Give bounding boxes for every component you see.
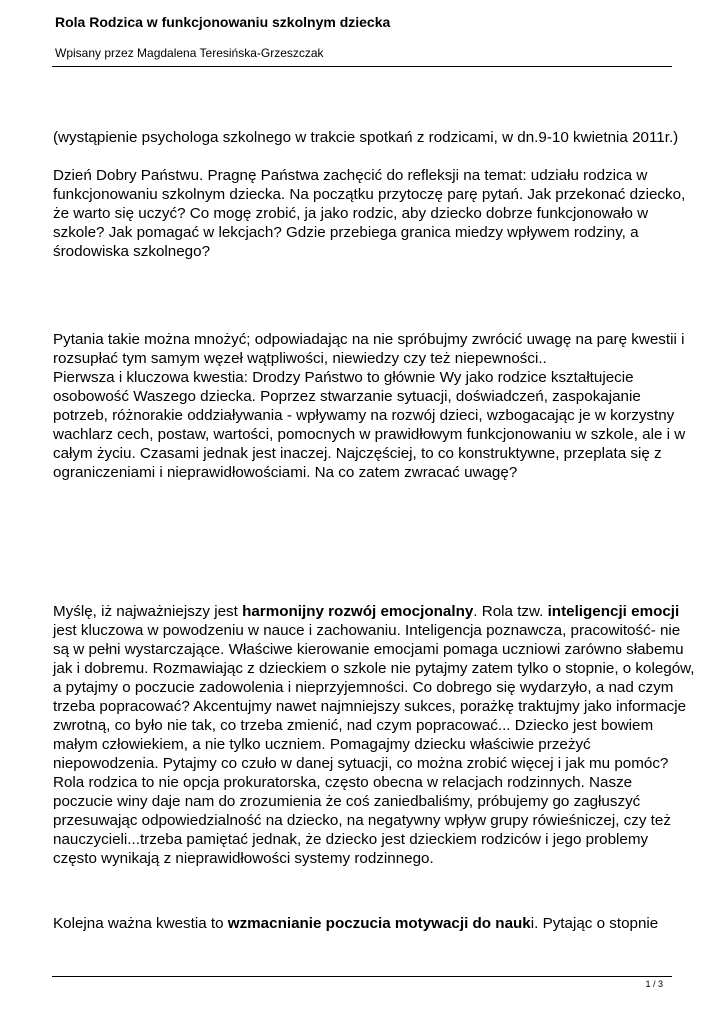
bold-text: inteligencji emocji xyxy=(547,603,680,620)
text-run: są w pełni wystarczające. Właściwe kierowanie emocjami pomaga uczniowi zarówno słabemu xyxy=(53,641,684,658)
paragraph-emotional-development xyxy=(53,602,695,868)
text-line xyxy=(53,602,678,621)
paragraph-first-issue xyxy=(53,330,686,482)
text-line xyxy=(53,223,678,242)
text-run: ograniczeniami i nieprawidłowościami. Na co zatem zwracać uwagę? xyxy=(53,464,518,481)
text-run: Kolejna ważna kwestia to xyxy=(53,915,228,932)
footer-divider xyxy=(52,976,672,977)
header-divider xyxy=(52,66,672,67)
paragraph-intro-note xyxy=(53,128,678,147)
text-run: Pierwsza i kluczowa kwestia: Drodzy Państwo to głównie Wy jako rodzice kształtujecie xyxy=(53,369,634,386)
text-line xyxy=(53,463,678,482)
text-run: i. Pytając o stopnie xyxy=(530,915,659,932)
text-line xyxy=(53,406,678,425)
text-line xyxy=(53,330,685,349)
text-line xyxy=(53,678,678,697)
text-line xyxy=(53,716,678,735)
text-line xyxy=(53,242,678,261)
text-line xyxy=(53,792,678,811)
text-run: (wystąpienie psychologa szkolnego w trakcie spotkań z rodzicami, w dn.9-10 kwietnia 2011r.) xyxy=(53,129,679,146)
text-line xyxy=(53,914,678,933)
text-run: rozsupłać tym samym węzeł wątpliwości, niewiedzy czy też niepewności.. xyxy=(53,350,547,367)
text-line xyxy=(53,166,678,185)
text-line xyxy=(53,349,678,368)
text-line xyxy=(53,444,678,463)
text-run: funkcjonowaniu szkolnym dziecka. Na początku przytoczę parę pytań. Jak przekonać dziecko, xyxy=(53,186,686,203)
text-line xyxy=(53,128,678,147)
text-run: a pytajmy o poczucie zadowolenia i nieprzyjemności. Co dobrego się wydarzyło, a nad czym xyxy=(53,679,674,696)
document-title: Rola Rodzica w funkcjonowaniu szkolnym dziecka xyxy=(55,14,391,30)
text-line xyxy=(53,811,678,830)
text-run: środowiska szkolnego? xyxy=(53,243,211,260)
text-line xyxy=(53,368,678,387)
text-run: małym człowiekiem, a nie tylko uczniem. Pomagajmy dziecku właściwie przeżyć xyxy=(53,736,591,753)
text-line xyxy=(53,773,678,792)
text-run: nauczycieli...trzeba pamiętać jednak, że dziecko jest dzieckiem rodziców i jego problemy xyxy=(53,831,649,848)
text-line xyxy=(53,621,681,640)
text-run: niepowodzenia. Pytajmy co czuło w danej sytuacji, co można zrobić więcej i jak mu pomóc? xyxy=(53,755,669,772)
text-run: . Rola tzw. xyxy=(473,603,548,620)
text-line xyxy=(53,754,678,773)
text-line xyxy=(53,640,684,659)
text-run: szkole? Jak pomagać w lekcjach? Gdzie przebiega granica miedzy wpływem rodziny, a xyxy=(53,224,639,241)
text-line xyxy=(53,735,678,754)
text-run: jest kluczowa w powodzeniu w nauce i zachowaniu. Inteligencja poznawcza, pracowitość- nie xyxy=(53,622,681,639)
text-run: Dzień Dobry Państwu. Pragnę Państwa zachęcić do refleksji na temat: udziału rodzica w xyxy=(53,167,648,184)
text-line xyxy=(53,830,678,849)
text-run: potrzeb, różnorakie oddziaływania - wpływamy na rozwój dzieci, wzbogacając je w korzystny xyxy=(53,407,675,424)
author-line: Wpisany przez Magdalena Teresińska-Grzeszczak xyxy=(55,46,324,60)
paragraph-motivation xyxy=(53,914,678,933)
text-run: całym życiu. Czasami jednak jest inaczej. Najczęściej, to co konstruktywne, przeplata się z xyxy=(53,445,662,462)
text-run: Myślę, iż najważniejszy jest xyxy=(53,603,243,620)
text-run: osobowość Waszego dziecka. Poprzez stwarzanie sytuacji, doświadczeń, zaspokajanie xyxy=(53,388,641,405)
page-number: 1 / 3 xyxy=(645,979,663,989)
text-run: poczucie winy daje nam do zrozumienia że coś zaniedbaliśmy, próbujemy go zagłuszyć xyxy=(53,793,641,810)
text-line xyxy=(53,697,687,716)
text-run: Pytania takie można mnożyć; odpowiadając na nie spróbujmy zwrócić uwagę na parę kwestii i xyxy=(53,331,685,348)
bold-text: harmonijny rozwój emocjonalny xyxy=(242,603,474,620)
text-run: Rola rodzica to nie opcja prokuratorska, często obecna w relacjach rodzinnych. Nasze xyxy=(53,774,633,791)
text-line xyxy=(53,387,678,406)
text-line xyxy=(53,204,678,223)
text-run: często wynikają z nieprawidłowości systemy rodzinnego. xyxy=(53,850,434,867)
text-line xyxy=(53,659,695,678)
text-run: przesuwając odpowiedzialność na dziecko, na negatywny wpływ grupy rówieśniczej, czy też xyxy=(53,812,671,829)
text-line xyxy=(53,425,686,444)
bold-text: wzmacnianie poczucia motywacji do nauk xyxy=(227,915,531,932)
text-run: że warto się uczyć? Co mogę zrobić, ja jako rodzic, aby dziecko dobrze funkcjonowało w xyxy=(53,205,649,222)
text-line xyxy=(53,185,686,204)
text-run: zwrotną, co było nie tak, co trzeba zmienić, nad czym popracować... Dziecko jest bowiem xyxy=(53,717,654,734)
text-run: jak i dobremu. Rozmawiając z dzieckiem o szkole nie pytajmy zatem tylko o stopnie, o kolegów, xyxy=(53,660,695,677)
text-line xyxy=(53,849,678,868)
text-run: trzeba popracować? Akcentujmy nawet najmniejszy sukces, porażkę traktujmy jako informacje xyxy=(53,698,687,715)
paragraph-greeting xyxy=(53,166,686,261)
text-run: wachlarz cech, postaw, wartości, pomocnych w prawidłowym funkcjonowaniu w szkole, ale i w xyxy=(53,426,686,443)
